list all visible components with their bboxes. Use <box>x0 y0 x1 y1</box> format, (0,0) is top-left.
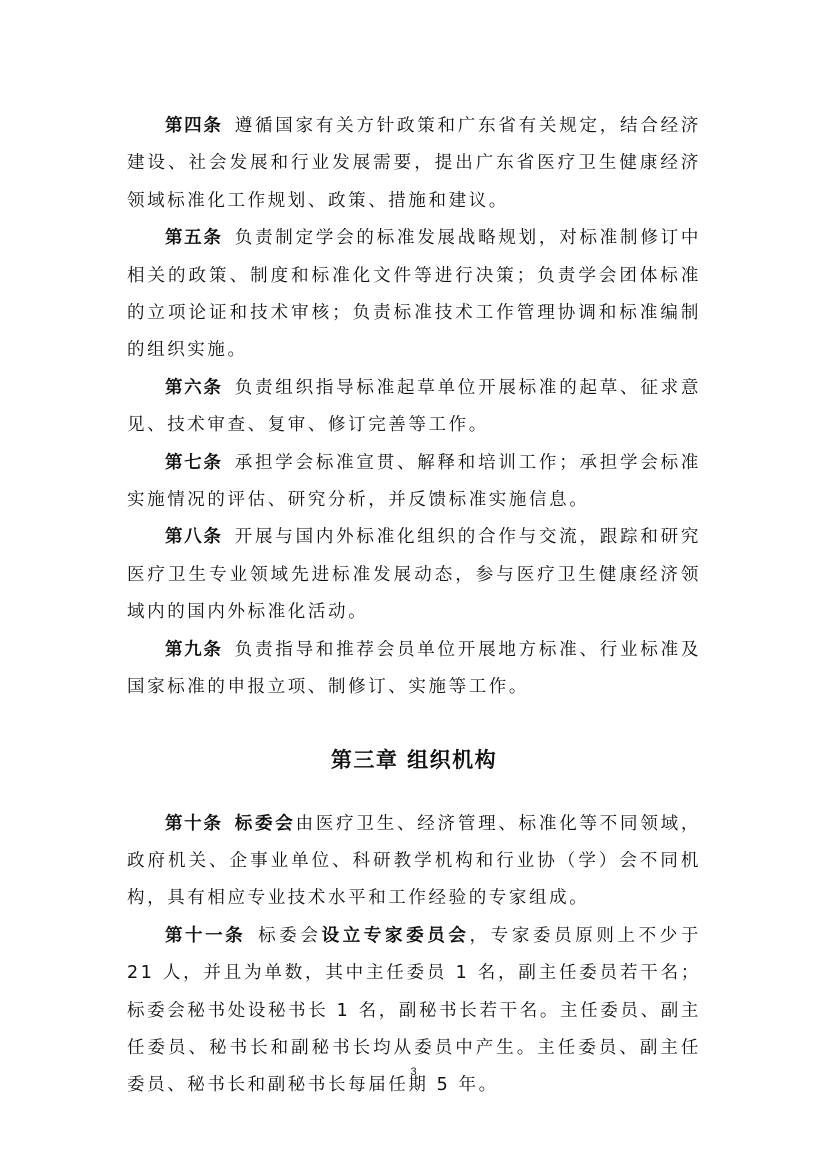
article-label: 第四条 <box>165 116 223 136</box>
article-text: 负责组织指导标准起草单位开展标准的起草、征求意见、技术审查、复审、修订完善等工作。 <box>127 377 701 436</box>
article-paragraph <box>127 445 701 520</box>
page-number: 3 <box>410 1066 417 1078</box>
article-text: ，专家委员原则上不少于 21 人，并且为单数，其中主任委员 1 名，副主任委员若干名；标委会秘书处设秘书长 1 名，副秘书长若干名。主任委员、副主任委员、秘书长和副秘书长均从委员中产生。主任委员、副主任委员、秘书长和副秘书长每届任期 5 年。 <box>127 925 701 1096</box>
article-label: 第九条 <box>165 639 223 660</box>
article-paragraph <box>127 220 701 370</box>
article-label: 第七条 <box>165 452 223 473</box>
article-paragraph <box>127 108 701 220</box>
article-label: 第八条 <box>165 527 223 548</box>
article-label: 第十条 <box>165 813 223 834</box>
article-label: 第十一条 <box>165 925 246 946</box>
article-paragraph <box>127 632 701 707</box>
article-text: 负责制定学会的标准发展战略规划，对标准制修订中相关的政策、制度和标准化文件等进行决策；负责学会团体标准的立项论证和技术审核；负责标准技术工作管理协调和标准编制的组织实施。 <box>127 228 701 361</box>
article-label: 第五条 <box>165 228 223 249</box>
article-paragraph <box>127 519 701 631</box>
article-paragraph <box>127 806 701 918</box>
article-label: 第六条 <box>165 377 223 398</box>
article-text: 标委会 <box>257 925 322 946</box>
article-text: 开展与国内外标准化组织的合作与交流，跟踪和研究医疗卫生专业领域先进标准发展动态，参与医疗卫生健康经济领域内的国内外标准化活动。 <box>127 527 701 623</box>
article-emphasis: 设立专家委员会 <box>321 925 470 946</box>
article-text: 遵循国家有关方针政策和广东省有关规定，结合经济建设、社会发展和行业发展需要，提出广东省医疗卫生健康经济领域标准化工作规划、政策、措施和建议。 <box>127 116 701 211</box>
article-emphasis: 标委会 <box>234 813 296 834</box>
chapter-heading: 第三章 组织机构 <box>330 747 498 772</box>
article-paragraph <box>127 370 701 445</box>
article-text: 由医疗卫生、经济管理、标准化等不同领域，政府机关、企事业单位、科研教学机构和行业协（学）会不同机构，具有相应专业技术水平和工作经验的专家组成。 <box>127 813 702 909</box>
page-body <box>127 108 701 1105</box>
article-text: 负责指导和推荐会员单位开展地方标准、行业标准及国家标准的申报立项、制修订、实施等工作。 <box>127 639 701 698</box>
article-text: 承担学会标准宣贯、解释和培训工作；承担学会标准实施情况的评估、研究分析，并反馈标准实施信息。 <box>127 452 701 511</box>
